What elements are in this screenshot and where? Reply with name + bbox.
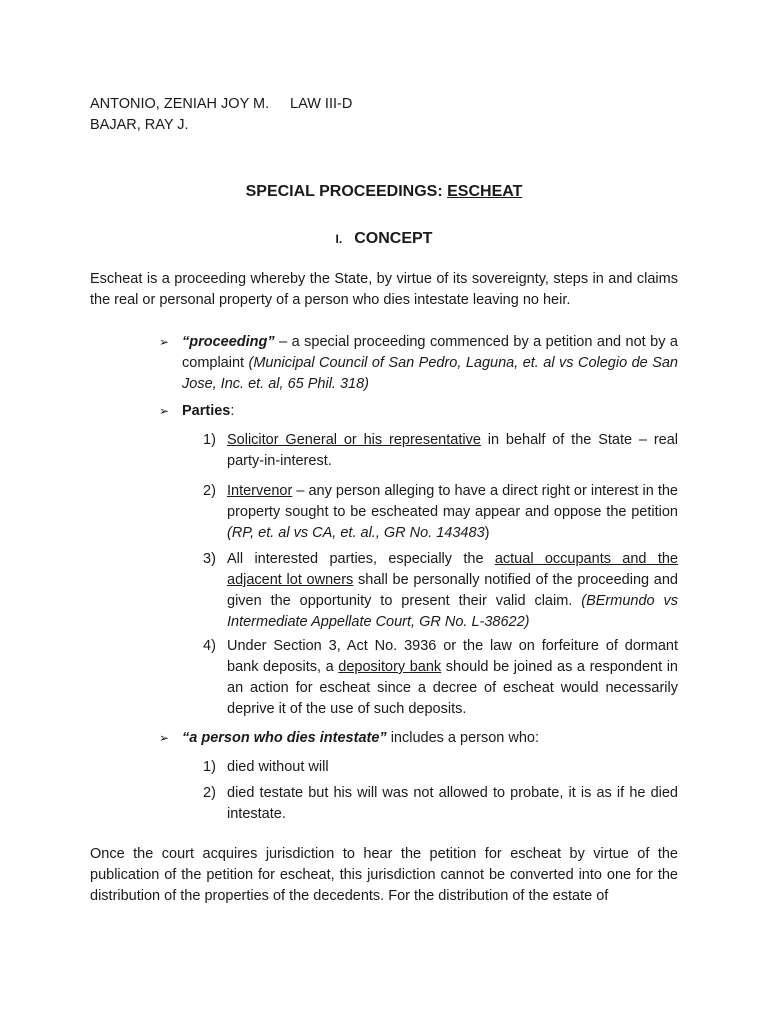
item-pre: All interested parties, especially the: [227, 551, 495, 567]
item-citation: (BErmundo vs Intermediate Appellate Court, GR No. L-38622): [227, 593, 678, 630]
item-text: died testate but his will was not allowed to probate, it is as if he died intestate.: [227, 785, 678, 822]
author-name-1: ANTONIO, ZENIAH JOY M.: [90, 96, 270, 112]
arrow-bullet-icon: ➢: [159, 335, 170, 349]
bullet-term: Parties: [182, 403, 231, 419]
item-underlined: depository bank: [338, 659, 442, 675]
item-underlined: Solicitor General or his representative: [227, 432, 481, 448]
bullet-term: “proceeding”: [182, 334, 275, 350]
bullet-parties: [159, 401, 678, 422]
author-block: [90, 94, 690, 136]
item-underlined: Intervenor: [227, 483, 293, 499]
item-number: 1): [203, 759, 216, 775]
item-text: shall be personally notified of the proceeding and given the opportunity to present their valid claim.: [227, 572, 678, 609]
item-citation: (RP, et. al vs CA, et. al., GR No. 143483: [227, 525, 485, 541]
party-item-2: [203, 481, 678, 544]
title-topic: ESCHEAT: [447, 183, 523, 200]
item-number: 2): [203, 483, 216, 499]
section-number: I.: [335, 232, 343, 246]
bullet-term: “a person who dies intestate”: [182, 730, 387, 746]
party-item-3: [203, 549, 678, 633]
section-heading: [0, 228, 768, 250]
party-item-1: [203, 430, 678, 472]
intro-paragraph: Escheat is a proceeding whereby the State, by virtue of its sovereignty, steps in and claims the real or personal property of a person who dies intestate leaving no heir.: [90, 271, 678, 308]
party-item-4: [203, 636, 678, 720]
item-end: ): [484, 525, 490, 541]
item-text: should be joined as a respondent in an action for escheat since a decree of escheat would necessarily deprive it of the use of such deposits.: [227, 659, 678, 717]
bullet-proceeding: [159, 332, 678, 395]
course-label: LAW III-D: [290, 96, 353, 112]
item-pre: Under Section 3, Act No. 3936 or the law on forfeiture of dormant bank deposits, a: [227, 638, 678, 675]
bullet-intestate: [159, 728, 678, 749]
title-prefix: SPECIAL PROCEEDINGS:: [245, 183, 448, 200]
arrow-bullet-icon: ➢: [159, 731, 170, 745]
item-text: in behalf of the State – real party-in-interest.: [227, 432, 678, 469]
section-title: CONCEPT: [354, 230, 433, 247]
arrow-bullet-icon: ➢: [159, 404, 170, 418]
intestate-item-1: [203, 757, 678, 778]
intestate-item-2: [203, 783, 678, 825]
bullet-colon: :: [230, 403, 235, 419]
bullet-citation: (Municipal Council of San Pedro, Laguna, et. al vs Colegio de San Jose, Inc. et. al, 65 Phil. 318): [182, 355, 678, 392]
closing-paragraph: Once the court acquires jurisdiction to hear the petition for escheat by virtue of the publication of the petition for escheat, this jurisdiction cannot be converted into one for the distribution of the properties of the decedents. For the distribution of the estate of: [90, 846, 678, 904]
author-name-2: BAJAR, RAY J.: [90, 117, 189, 133]
bullet-text: includes a person who:: [386, 730, 540, 746]
item-number: 3): [203, 551, 216, 567]
document-title: [0, 181, 768, 202]
bullet-text: – a special proceeding commenced by a petition and not by a complaint: [182, 334, 678, 371]
item-text: died without will: [227, 759, 329, 775]
item-number: 2): [203, 785, 216, 801]
item-underlined: actual occupants and the adjacent lot owners: [227, 551, 678, 588]
item-text: – any person alleging to have a direct right or interest in the property sought to be escheated may appear and oppose the petition: [227, 483, 678, 520]
item-number: 1): [203, 432, 216, 448]
item-number: 4): [203, 638, 216, 654]
